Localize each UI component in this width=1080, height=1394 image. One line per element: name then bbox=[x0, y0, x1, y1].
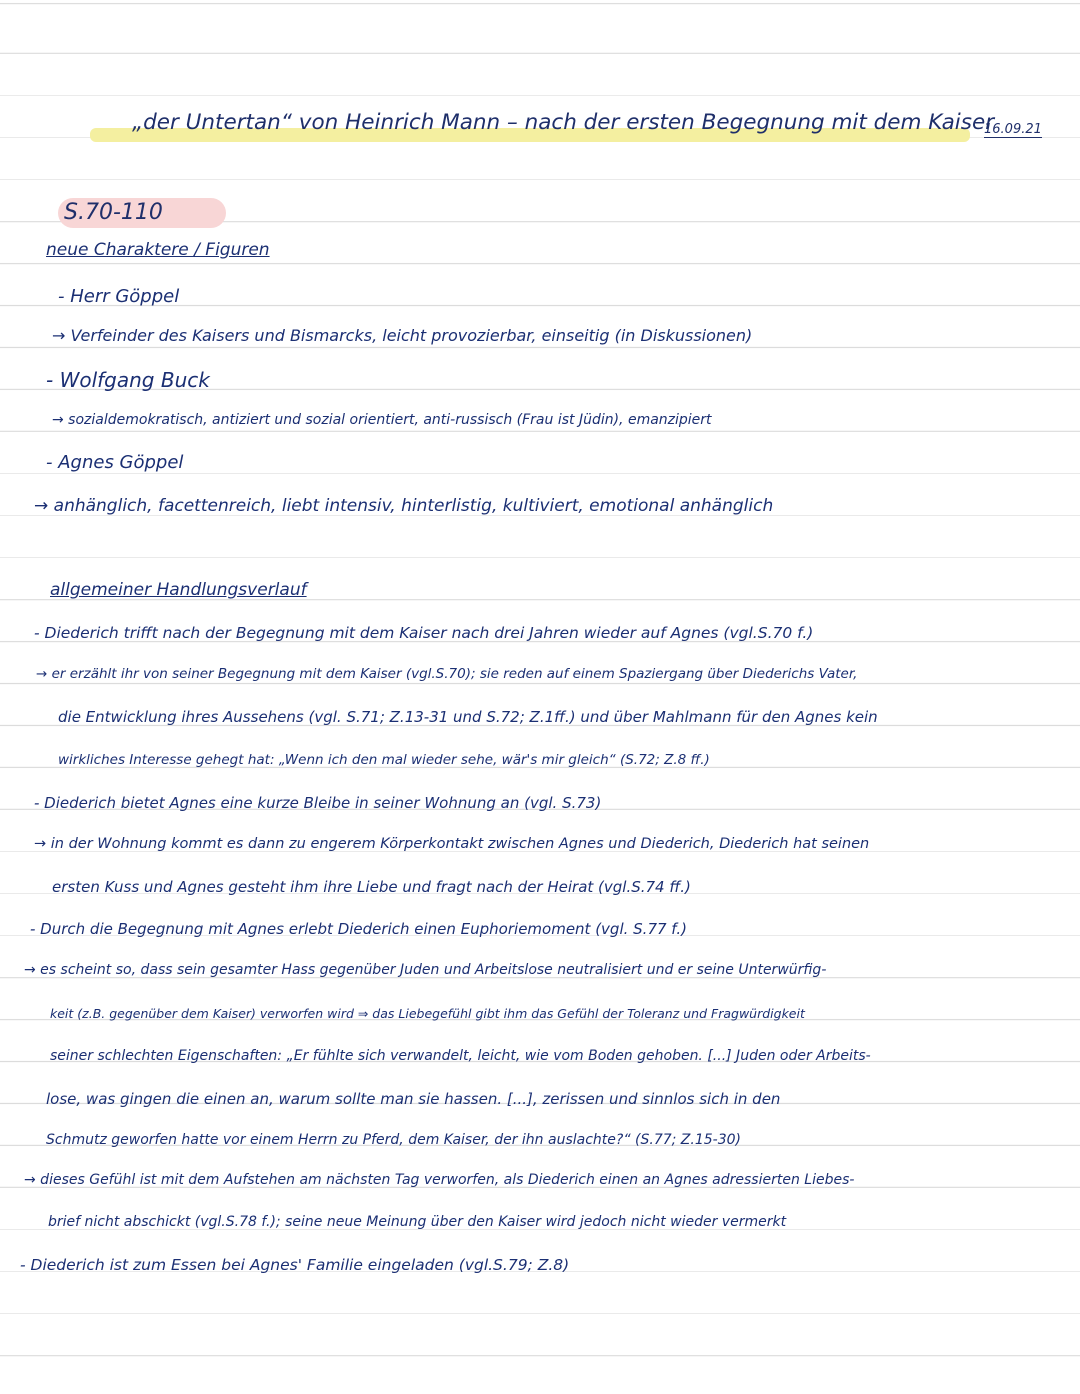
page-range-label: S.70-110 bbox=[64, 200, 163, 225]
character-line: - Wolfgang Buck bbox=[46, 368, 210, 392]
plot-heading: allgemeiner Handlungsverlauf bbox=[50, 580, 307, 600]
plot-line: - Diederich ist zum Essen bei Agnes' Familie eingeladen (vgl.S.79; Z.8) bbox=[20, 1256, 570, 1274]
character-line: - Herr Göppel bbox=[58, 286, 180, 307]
character-line: → anhänglich, facettenreich, liebt intensiv, hinterlistig, kultiviert, emotional anhänglich bbox=[34, 496, 774, 516]
title-area bbox=[90, 106, 995, 146]
characters-heading: neue Charaktere / Figuren bbox=[46, 240, 270, 260]
plot-line: wirkliches Interesse gehegt hat: „Wenn ich den mal wieder sehe, wär's mir gleich“ (S.72; Z.8 ff.) bbox=[58, 752, 710, 768]
character-line: - Agnes Göppel bbox=[46, 452, 184, 473]
page-range-badge bbox=[58, 198, 226, 228]
plot-line: → in der Wohnung kommt es dann zu engerem Körperkontakt zwischen Agnes und Diederich, Diederich hat seinen bbox=[34, 836, 870, 852]
plot-line: Schmutz geworfen hatte vor einem Herrn zu Pferd, dem Kaiser, der ihn auslachte?“ (S.77; Z.15-30) bbox=[46, 1132, 741, 1148]
plot-line: die Entwicklung ihres Aussehens (vgl. S.71; Z.13-31 und S.72; Z.1ff.) und über Mahlmann für den Agnes kein bbox=[58, 708, 878, 726]
character-line: → Verfeinder des Kaisers und Bismarcks, leicht provozierbar, einseitig (in Diskussionen) bbox=[52, 326, 753, 345]
plot-line: ersten Kuss und Agnes gesteht ihm ihre Liebe und fragt nach der Heirat (vgl.S.74 ff.) bbox=[52, 878, 691, 896]
plot-line: - Durch die Begegnung mit Agnes erlebt Diederich einen Euphoriemoment (vgl. S.77 f.) bbox=[30, 920, 687, 938]
character-line: → sozialdemokratisch, antiziert und sozial orientiert, anti-russisch (Frau ist Jüdin), emanzipiert bbox=[52, 412, 712, 428]
plot-line: brief nicht abschickt (vgl.S.78 f.); seine neue Meinung über den Kaiser wird jedoch nicht wieder vermerkt bbox=[48, 1214, 787, 1230]
plot-line: lose, was gingen die einen an, warum sollte man sie hassen. [...], zerissen und sinnlos sich in den bbox=[46, 1090, 781, 1108]
plot-line: - Diederich trifft nach der Begegnung mit dem Kaiser nach drei Jahren wieder auf Agnes (vgl.S.70 f.) bbox=[34, 624, 814, 642]
page-title: „der Untertan“ von Heinrich Mann – nach der ersten Begegnung mit dem Kaiser bbox=[132, 110, 995, 135]
plot-line: → es scheint so, dass sein gesamter Hass gegenüber Juden und Arbeitslose neutralisiert und er seine Unterwürfig- bbox=[24, 962, 827, 978]
date: 16.09.21 bbox=[984, 122, 1042, 137]
plot-line: → dieses Gefühl ist mit dem Aufstehen am nächsten Tag verworfen, als Diederich einen an Agnes adressierten Liebes- bbox=[24, 1172, 855, 1188]
plot-line: keit (z.B. gegenüber dem Kaiser) verworfen wird ⇒ das Liebegefühl gibt ihm das Gefühl der Toleranz und Fragwürdigkeit bbox=[50, 1006, 805, 1021]
plot-line: → er erzählt ihr von seiner Begegnung mit dem Kaiser (vgl.S.70); sie reden auf einem Spaziergang über Diederichs Vater, bbox=[36, 666, 858, 682]
plot-line: - Diederich bietet Agnes eine kurze Bleibe in seiner Wohnung an (vgl. S.73) bbox=[34, 794, 602, 812]
plot-line: seiner schlechten Eigenschaften: „Er fühlte sich verwandelt, leicht, wie vom Boden gehoben. [...] Juden oder Arbeits- bbox=[50, 1048, 871, 1064]
